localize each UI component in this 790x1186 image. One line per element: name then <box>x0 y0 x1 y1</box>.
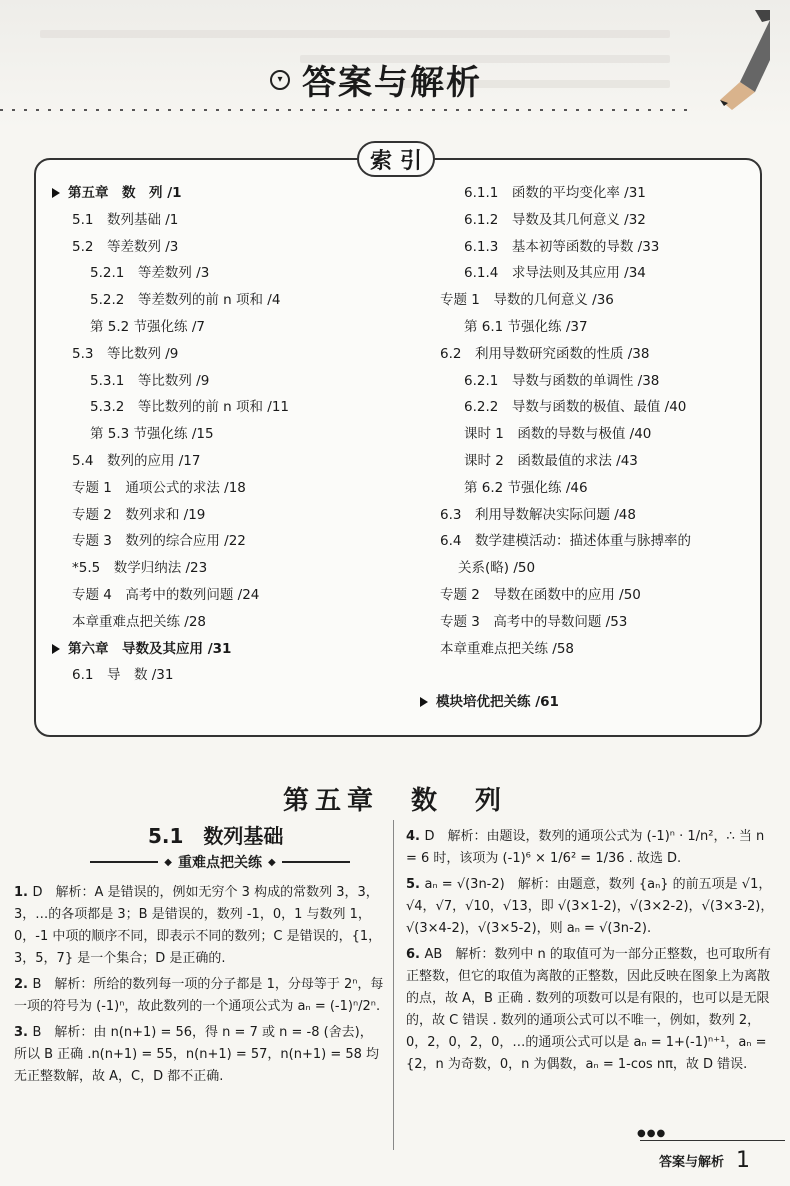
answer-item <box>14 882 384 970</box>
index-entry-label: 第 5.3 节强化练 /15 <box>90 426 214 443</box>
index-entry <box>52 582 392 609</box>
index-entry <box>420 368 750 395</box>
index-entry-label: 专题 2 数列求和 /19 <box>72 506 206 523</box>
subhead <box>90 852 350 872</box>
answers-left-column <box>14 882 384 1092</box>
index-entry <box>52 341 392 368</box>
chapter-title: 第五章 数 列 <box>282 786 507 816</box>
subhead-rule-right <box>282 861 350 863</box>
index-entry <box>52 448 392 475</box>
index-right-column <box>420 180 750 716</box>
answer-item <box>406 826 776 870</box>
index-entry-label: 关系(略) /50 <box>458 560 536 577</box>
index-entry <box>52 528 392 555</box>
index-entry <box>52 394 392 421</box>
index-entry <box>52 636 392 663</box>
answer-text: AB 解析：数列中 n 的取值可为一部分正整数，也可取所有正整数，但它的取值为离散的正整数，因此反映在图象上为离散的点，故 A，B 正确 . 数列的项数可以是有限的，也可以是无限的，故 C 错误 . 数列的通项公式可以不唯一，例如，数列 2，0，2，0，2，0，…的通项公式可以是 aₙ = 1+(-1)ⁿ⁺¹，aₙ = {2，n 为奇数，0，n 为偶数，aₙ = 1-cos nπ，故 D 错误. <box>406 947 771 1072</box>
index-entry-label: 5.2 等差数列 /3 <box>72 238 179 255</box>
answer-number: 5. <box>406 877 425 892</box>
index-entry <box>52 368 392 395</box>
pencil-icon <box>700 10 770 110</box>
index-entry-label: 5.4 数列的应用 /17 <box>72 452 201 469</box>
index-entry <box>420 582 750 609</box>
index-entry <box>420 609 750 636</box>
index-entry <box>420 689 750 716</box>
index-entry-label: 5.1 数列基础 /1 <box>72 211 179 228</box>
diamond-icon: ◆ <box>164 856 172 868</box>
index-entry-label: 课时 1 函数的导数与极值 /40 <box>464 426 652 443</box>
index-entry-label: 本章重难点把关练 /28 <box>72 613 207 630</box>
answer-text: B 解析：所给的数列每一项的分子都是 1，分母等于 2ⁿ，每一项的符号为 (-1)ⁿ，故此数列的一个通项公式为 aₙ = (-1)ⁿ/2ⁿ. <box>14 977 384 1014</box>
answer-text: aₙ = √(3n-2) 解析：由题意，数列 {aₙ} 的前五项是 √1，√4，√7，√10，√13，即 √(3×1-2)，√(3×2-2)，√(3×3-2)，√(3×4-2)，√(3×5-2)，则 aₙ = √(3n-2). <box>406 877 774 936</box>
index-entry-label: 6.2.2 导数与函数的极值、最值 /40 <box>464 399 687 416</box>
index-entry-label: *5.5 数学归纳法 /23 <box>72 560 208 577</box>
index-entry-label: 5.3.2 等比数列的前 n 项和 /11 <box>90 399 290 416</box>
index-entry-label: 专题 1 通项公式的求法 /18 <box>72 479 246 496</box>
index-entry <box>420 287 750 314</box>
index-entry <box>420 314 750 341</box>
footer-label: 答案与解析 <box>658 1155 724 1170</box>
index-entry <box>52 234 392 261</box>
page-number: 1 <box>736 1148 750 1173</box>
answers-right-column <box>406 826 776 1080</box>
triangle-right-icon <box>52 188 60 198</box>
answer-number: 6. <box>406 947 425 962</box>
index-entry-label: 5.3 等比数列 /9 <box>72 345 179 362</box>
index-entry-label: 专题 3 高考中的导数问题 /53 <box>440 613 628 630</box>
answer-number: 2. <box>14 977 33 992</box>
answer-number: 1. <box>14 885 33 900</box>
index-entry-label: 6.3 利用导数解决实际问题 /48 <box>440 506 636 523</box>
index-entry <box>420 207 750 234</box>
answer-number: 4. <box>406 829 425 844</box>
answer-text: D 解析：A 是错误的，例如无穷个 3 构成的常数列 3，3，3，…的各项都是 3；B 是错误的，数列 -1，0，1 与数列 1，0，-1 中项的顺序不同，即表示不同的数列；C 是错误的，{1，3，5，7} 是一个集合；D 是正确的. <box>14 885 382 966</box>
subhead-label: 重难点把关练 <box>178 855 262 871</box>
index-entry-label: 本章重难点把关练 /58 <box>440 640 575 657</box>
index-entry <box>420 555 750 582</box>
index-entry <box>52 207 392 234</box>
index-entry-label: 专题 1 导数的几何意义 /36 <box>440 292 614 309</box>
index-entry <box>52 421 392 448</box>
index-entry <box>420 662 750 689</box>
index-entry-label: 专题 2 导数在函数中的应用 /50 <box>440 586 641 603</box>
index-entry <box>420 260 750 287</box>
index-entry <box>420 636 750 663</box>
index-entry-label: 第 5.2 节强化练 /7 <box>90 318 205 335</box>
index-entry <box>52 555 392 582</box>
index-entry-label: 5.2.1 等差数列 /3 <box>90 265 210 282</box>
index-entry <box>420 341 750 368</box>
index-entry-label: 6.1.3 基本初等函数的导数 /33 <box>464 238 660 255</box>
index-entry-label: 第六章 导数及其应用 /31 <box>68 640 232 657</box>
index-entry-label: 6.1.1 函数的平均变化率 /31 <box>464 185 646 201</box>
column-divider <box>393 820 394 1150</box>
index-left-column <box>52 180 392 689</box>
index-entry-label: 课时 2 函数最值的求法 /43 <box>464 452 638 469</box>
page-header <box>270 55 482 104</box>
index-entry <box>52 180 392 207</box>
index-entry <box>52 502 392 529</box>
page-title: 答案与解析 <box>302 63 482 103</box>
index-entry-label: 6.2 利用导数研究函数的性质 /38 <box>440 345 650 362</box>
index-entry <box>420 394 750 421</box>
index-entry-label: 5.2.2 等差数列的前 n 项和 /4 <box>90 292 281 309</box>
index-entry <box>52 287 392 314</box>
index-entry-label: 第 6.1 节强化练 /37 <box>464 318 588 335</box>
index-entry-label: 6.4 数学建模活动：描述体重与脉搏率的 <box>440 533 691 550</box>
index-entry <box>52 475 392 502</box>
index-entry-label: 6.1.4 求导法则及其应用 /34 <box>464 265 646 282</box>
dotted-divider <box>0 105 700 115</box>
answer-item <box>406 874 776 940</box>
triangle-right-icon <box>52 644 60 654</box>
dots-decoration: ●●● <box>637 1128 667 1139</box>
subhead-rule-left <box>90 861 158 863</box>
index-label: 索引 <box>357 141 435 177</box>
answer-text: D 解析：由题设，数列的通项公式为 (-1)ⁿ · 1/n²，∴ 当 n = 6 时，该项为 (-1)⁶ × 1/6² = 1/36 . 故选 D. <box>406 829 765 866</box>
answer-item <box>14 1022 384 1088</box>
answer-number: 3. <box>14 1025 33 1040</box>
index-entry-label: 5.3.1 等比数列 /9 <box>90 372 210 389</box>
index-entry-label: 6.1.2 导数及其几何意义 /32 <box>464 211 646 228</box>
index-entry <box>420 180 750 207</box>
answer-item <box>406 944 776 1076</box>
index-entry-label: 第五章 数 列 /1 <box>68 185 182 201</box>
index-entry <box>420 475 750 502</box>
index-entry-label: 模块培优把关练 /61 <box>436 694 559 711</box>
index-entry <box>420 421 750 448</box>
section-title: 5.1 数列基础 <box>148 824 284 848</box>
page-footer <box>659 1148 750 1173</box>
index-entry-label: 专题 4 高考中的数列问题 /24 <box>72 586 260 603</box>
index-entry <box>52 314 392 341</box>
index-entry <box>420 502 750 529</box>
index-entry <box>420 448 750 475</box>
index-entry-label: 6.2.1 导数与函数的单调性 /38 <box>464 372 660 389</box>
index-entry <box>420 528 750 555</box>
chevron-down-icon: ▾ <box>270 70 290 90</box>
index-entry <box>420 234 750 261</box>
answer-item <box>14 974 384 1018</box>
answer-text: B 解析：由 n(n+1) = 56，得 n = 7 或 n = -8 (舍去)，所以 B 正确 .n(n+1) = 55，n(n+1) = 57，n(n+1) = 58 均无正整数解，故 A，C，D 都不正确. <box>14 1025 380 1084</box>
footer-rule <box>640 1140 785 1141</box>
index-entry <box>52 609 392 636</box>
triangle-right-icon <box>420 697 428 707</box>
index-entry <box>52 260 392 287</box>
index-entry-label: 6.1 导 数 /31 <box>72 667 174 684</box>
index-entry-label: 专题 3 数列的综合应用 /22 <box>72 533 246 550</box>
index-entry <box>52 662 392 689</box>
diamond-icon: ◆ <box>268 856 276 868</box>
index-entry-label: 第 6.2 节强化练 /46 <box>464 479 588 496</box>
